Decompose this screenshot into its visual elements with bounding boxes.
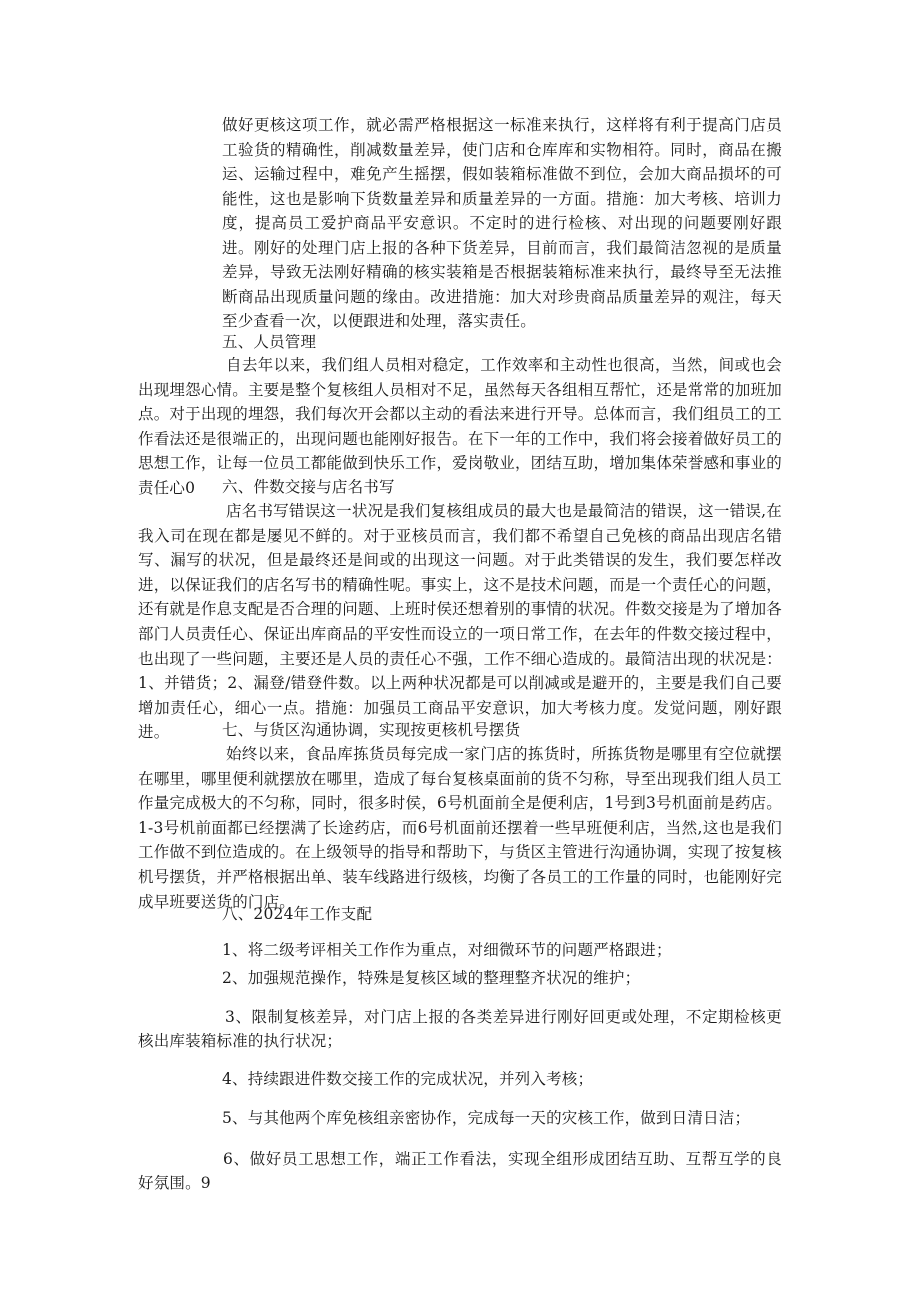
- section-heading-coordination: 七、与货区沟通协调，实现按更核机号摆货: [222, 721, 521, 739]
- plan-item: 3、限制复核差异，对门店上报的各类差异进行刚好回更或处理，不定期检核更核出库装箱标准的执行状况；: [138, 1008, 782, 1050]
- plan-item: 5、与其他两个库免核组亲密协作，完成每一天的灾核工作，做到日清日洁；: [222, 1109, 751, 1127]
- plan-item: 1、将二级考评相关工作作为重点，对细微环节的问题严格跟进；: [222, 941, 672, 959]
- plan-item: 4、持续跟进件数交接工作的完成状况，并列入考核；: [222, 1070, 594, 1088]
- section-heading-personnel: 五、人员管理: [222, 333, 317, 351]
- plan-item: 6、做好员工思想工作，端正工作看法，实现全组形成团结互助、互帮互学的良好氛围。9: [138, 1150, 782, 1192]
- section-body-coordination: 始终以来，食品库拣货员每完成一家门店的拣货时，所拣货物是哪里有空位就摆在哪里，哪里便利就摆放在哪里，造成了每台复核桌面前的货不匀称，导至出现我们组人员工作量完成极大的不匀称，同时，很多时侯，6号机面前全是便利店，1号到3号机面前是药店。1-3号机前面都已经摆满了长途药店，而6号机面前还摆着一些早班便利店，当然,这也是我们工作做不到位造成的。在上级领导的指导和帮助下，与货区主管进行沟通协调，实现了按复核机号摆货，并严格根据出单、装车线路进行级核，均衡了各员工的工作量的同时，也能刚好完成早班要送货的门店。: [138, 745, 782, 911]
- plan-item: 2、加强规范操作，特殊是复核区域的整理整齐状况的维护；: [222, 969, 641, 987]
- section-heading-handover: 六、件数交接与店名书写: [222, 478, 395, 496]
- section-heading-plan: 八、2024年工作支配: [222, 905, 373, 923]
- section-body-personnel: 自去年以来，我们组人员相对稳定，工作效率和主动性也很高，当然，间或也会出现埋怨心情。主要是整个复核组人员相对不足，虽然每天各组相互帮忙，还是常常的加班加点。对于出现的埋怨，我们每次开会都以主动的看法来进行开导。总体而言，我们组员工的工作看法还是很端正的，出现问题也能刚好报告。在下一年的工作中，我们将会接着做好员工的思想工作，让每一位员工都能做到快乐工作，爱岗敬业，团结互助，增加集体荣誉感和事业的责任心0: [138, 356, 782, 497]
- intro-paragraph: 做好更核这项工作，就必需严格根据这一标准来执行，这样将有利于提高门店员工验货的精确性，削减数量差异，使门店和仓库库和实物相符。同时，商品在搬运、运输过程中，难免产生摇摆，假如装箱标准做不到位，会加大商品损坏的可能性，这也是影响下货数量差异和质量差异的一方面。措施：加大考核、培训力度，提高员工爱护商品平安意识。不定时的进行检核、对出现的问题要刚好跟进。刚好的处理门店上报的各种下货差异，目前而言，我们最简洁忽视的是质量差异，导致无法刚好精确的核实装箱是否根据装箱标准来执行，最终导至无法推断商品出现质量问题的缘由。改进措施：加大对珍贵商品质量差异的观注，每天至少查看一次，以便跟进和处理，落实责任。: [222, 116, 782, 330]
- section-body-handover: 店名书写错误这一状况是我们复核组成员的最大也是最简洁的错误，这一错误,在我入司在现在都是屡见不鲜的。对于亚核员而言，我们都不希望自己免核的商品出现店名错写、漏写的状况，但是最终还是间或的出现这一问题。对于此类错误的发生，我们要怎样改进，以保证我们的店名写书的精确性呢。事实上，这不是技术问题，而是一个责任心的问题，还有就是作息支配是否合理的问题、上班时侯还想着别的事情的状况。件数交接是为了增加各部门人员责任心、保证出库商品的平安性而设立的一项日常工作，在去年的件数交接过程中，也出现了一些问题，主要还是人员的责任心不强，工作不细心造成的。最简洁出现的状况是：1、并错货；2、漏登/错登件数。以上两种状况都是可以削减或是避开的，主要是我们自己要增加责任心，细心一点。措施：加强员工商品平安意识，加大考核力度。发觉问题，刚好跟进。: [138, 502, 782, 742]
